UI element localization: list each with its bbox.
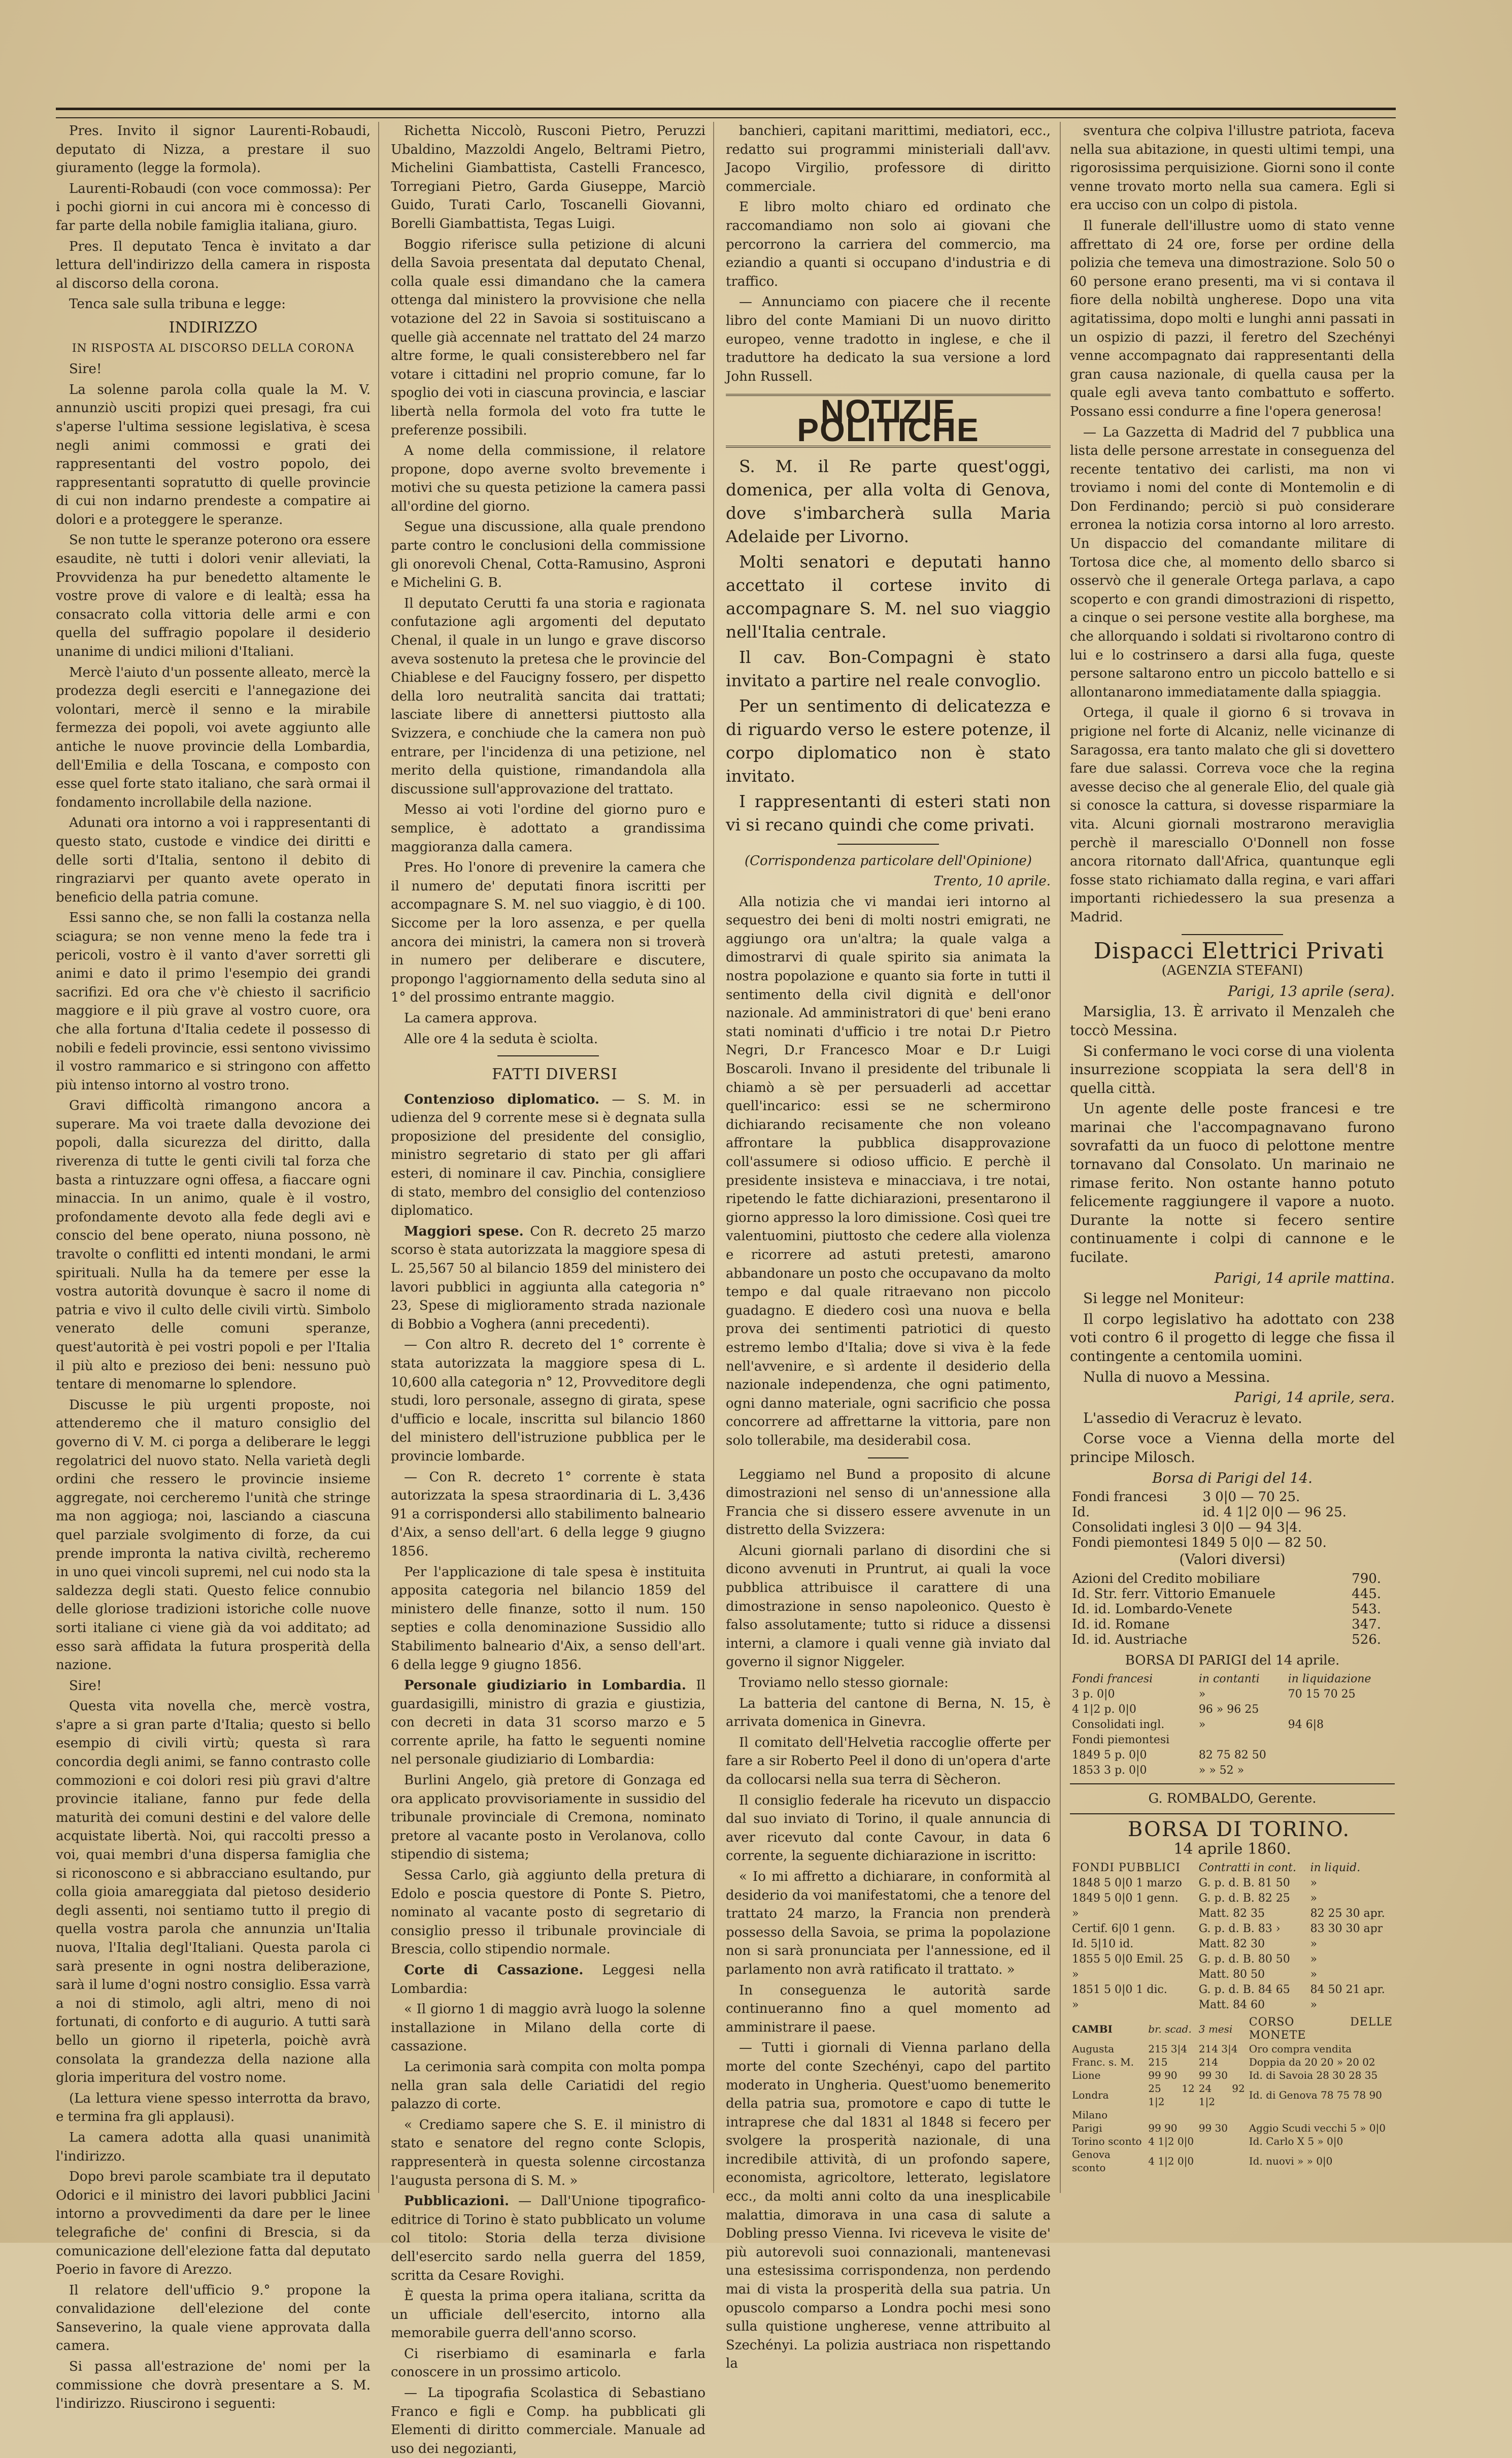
borsa-torino-date: 14 aprile 1860. (1173, 1840, 1291, 1858)
table-row: Id. id. Lombardo-Venete 543. (1072, 1601, 1382, 1617)
paragraph: Un agente delle poste francesi e tre marinai che l'accompagnavano furono sovrafatti da un fuoco di pelottone mentre tornavano dal Consolato. Un marinaio ne rimase ferito. Non ostante hanno potuto felicemente raggiungere il vapore a nuoto. Durante la notte si fecero sentire continuamente i colpi di cannone e le fucilate. (1070, 1100, 1395, 1266)
paragraph: Essi sanno che, se non falli la costanza nella sciagura; se non venne meno la fede tra i pericoli, vostro è il vanto d'aver sorretti gli animi e dato il primo l'esempio dei grandi sacrifizi. Ed ora che v'è chiesto il sacrificio maggiore e il più grave al vostro cuore, ora che alla fortuna d'Italia cedete il possesso di nobili e fedeli provincie, essi sentono vivissimo il vostro rammarico e si stringono con affetto più intenso intorno al vostro trono. (56, 910, 371, 1093)
news-item: Corte di Cassazione. Leggesi nella Lombardia: (391, 1963, 705, 1997)
column-4 (1070, 122, 1395, 2193)
paragraph: Si confermano le voci corse di una violenta insurrezione scoppiata la sera dell'8 in quella città. (1070, 1042, 1395, 1097)
address-title: INDIRIZZO (169, 318, 258, 337)
gerente: G. ROMBALDO, Gerente. (1148, 1791, 1317, 1807)
paragraph: Per un sentimento di delicatezza e di riguardo verso le estere potenze, il corpo diplomatico non è stato invitato. (726, 695, 1051, 786)
news-item: Personale giudiziario in Lombardia. Il guardasigilli, ministro di grazia e giustizia, con decreti in data 31 scorso marzo e 5 corrente aprile, ha fatto le seguenti nomine nel personale giudiziario di Lombardia: (391, 1678, 705, 1768)
paragraph: Il funerale dell'illustre uomo di stato venne affrettato di 24 ore, forse per ordine della polizia che temeva una dimostrazione. Solo 50 o 60 persone erano presenti, ma vi si contava il fiore della nobiltà ungherese. Dopo una vita agitatissima, dopo molti e lunghi anni passati in un ospizio di pazzi, il feretro del Szechényi venne accompagnato dai rappresentanti della gran causa nazionale, di quella causa per la quale egli aveva tanto combattuto e sofferto. Possano essi condurre a fine l'opera generosa! (1070, 218, 1395, 419)
paragraph: Discusse le più urgenti proposte, noi attenderemo che il maturo consiglio del governo di V. M. ci porga a deliberare le leggi regolatrici del nuovo stato. Nella varietà degli ordini che ressero le provincie insieme aggregate, noi cercheremo l'unità che stringe ma non aggioga; noi, lasciando a ciascuna quel parziale svolgimento di forze, da cui prende impronta la nativa civiltà, recheremo in uno quei vincoli supremi, nel cui nodo sta la saldezza degli stati. Questo felice connubio delle gloriose tradizioni istoriche colle nuove sorti italiane ci viene già da voi additato; ad esso sarà affidata la futura prosperità della nazione. (56, 1397, 371, 1673)
paragraph: Pres. Ho l'onore di prevenire la camera che il numero de' deputati finora iscritti per accompagnare S. M. nel suo viaggio, è di 100. Siccome per la loro assenza, e per quella ancora dei ministri, la camera non si troverà in numero per deliberare e discutere, propongo l'aggiornamento della seduta sino al 1° del prossimo entrante maggio. (391, 860, 705, 1006)
paragraph: L'assedio di Veracruz è levato. (1083, 1409, 1302, 1426)
column-1 (56, 122, 371, 2412)
dispatches (1070, 982, 1395, 1647)
column-divider (1060, 122, 1061, 2193)
borsa-torino-table (1070, 1861, 1395, 2013)
paragraph: Pres. Invito il signor Laurenti-Robaudi, deputato di Nizza, a prestare il suo giuramento (legge la formola). (56, 123, 371, 176)
paragraph: — Con altro R. decreto del 1° corrente è stata autorizzata la maggiore spesa di L. 10,600 alla categoria n° 12, Provveditore degli studi, loro personale, assegno di girata, spese d'ufficio e locale, inscritta sul bilancio 1860 del ministero dell'istruzione pubblica per le provincie lombarde. (391, 1337, 705, 1464)
paragraph: — La tipografia Scolastica di Sebastiano Franco e figli e Comp. ha pubblicati gli Elementi di diritto commerciale. Manuale ad uso dei negozianti, (391, 2385, 705, 2456)
table-row: Parigi 99 90 99 30 Aggio Scudi vecchi 5 » 0|0 (1072, 2122, 1386, 2135)
paragraph: « Il giorno 1 di maggio avrà luogo la solenne installazione in Milano della corte di cassazione. (391, 2002, 705, 2054)
paragraph: Mercè l'aiuto d'un possente alleato, mercè la prodezza degli eserciti e l'annegazione dei volontari, mercè il senno e la mirabile fermezza dei popoli, voi avete aggiunto alle antiche le nuove provincie della Lombardia, dell'Emilia e della Toscana, e composto con esse quel forte stato italiano, che sarà ormai il fondamento incrollabile della nazione. (56, 665, 371, 810)
paragraph: I rappresentanti di esteri stati non vi si recano quindi che come privati. (726, 791, 1051, 835)
table-header: FONDI PUBBLICI Contratti in cont. in liquid. (1072, 1862, 1361, 1875)
borsa-torino-title: BORSA DI TORINO. (1127, 1817, 1351, 1841)
table-row: Fondi piemontesi 1849 5 0|0 — 82 50. (1072, 1535, 1327, 1551)
paragraph: La solenne parola colla quale la M. V. annunziò usciti propizi quei presagi, fra cui s'aperse l'ultima sessione legislativa, è scesa negli animi commossi e grati dei rappresentanti del vostro popolo, dei rappresentanti sopratutto di quelle provincie di cui non indarno prendeste a compatire ai dolori e a proteggere le speranze. (56, 382, 371, 527)
separator (1182, 934, 1283, 935)
paragraph: Ci riserbiamo di esaminarla e farla conoscere in un prossimo articolo. (391, 2346, 705, 2380)
news-item: Pubblicazioni. — Dall'Unione tipografico-editrice di Torino è stato pubblicato un volume col titolo: Storia della terza divisione dell'esercito sardo nella guerra del 1859, scritta da Cesare Rovighi. (391, 2194, 706, 2283)
table-row: » Matt. 84 60 » (1072, 1999, 1317, 2012)
table-row: 1849 5 p. 0|0 82 75 82 50 (1072, 1749, 1266, 1762)
paragraph: Richetta Niccolò, Rusconi Pietro, Peruzzi Ubaldino, Mazzoldi Angelo, Beltrami Pietro, Michelini Giambattista, Castelli Francesco, Torregiani Pietro, Garda Giuseppe, Marciò Guido, Turati Carlo, Toscanelli Giovanni, Borelli Giambattista, Tegas Luigi. (391, 123, 705, 231)
paragraph: S. M. il Re parte quest'oggi, domenica, per alla volta di Genova, dove s'imbarcherà sulla Maria Adelaide per Livorno. (726, 456, 1051, 546)
paragraph: Marsiglia, 13. È arrivato il Menzaleh che toccò Messina. (1070, 1003, 1395, 1039)
dispatches-agency: (AGENZIA STEFANI) (1161, 963, 1303, 979)
paragraph: In conseguenza le autorità sarde continueranno fino a quel momento ad amministrare il paese. (726, 1982, 1051, 2035)
table-row: Augusta 215 3|4 214 3|4 Oro compra vendita (1072, 2043, 1352, 2055)
paragraph: — Tutti i giornali di Vienna parlano della morte del conte Szechényi, capo del partito moderato in Ungheria. Quest'uomo benemerito della patria sua, promotore e capo di tutte le intraprese che dal 1831 al 1848 si fecero per svolgere la prosperità nazionale, di una incredibile attività, di un profondo sapere, economista, agricoltore, letterato, legislatore ecc., da molti anni colto da una inesplicabile malattia, dimorava in una casa di salute a Dobling presso Vienna. Ivi riceveva le visite de' più autorevoli suoi connazionali, mantenevasi una estesissima corrispondenza, non perdendo mai di vista la prosperità della sua patria. Un opuscolo comparso a Londra pochi mesi sono sulla quistione ungherese, venne attribuito al Szechényi. La polizia austriaca non rispettando la (726, 2040, 1051, 2372)
borsa-parigi-heading: Borsa di Parigi del 14. (1152, 1469, 1313, 1486)
table-header: Fondi francesi in contanti in liquidazione (1072, 1673, 1371, 1686)
paragraph: Il relatore dell'ufficio 9.° propone la convalidazione dell'elezione del conte Sanseverino, la quale viene approvata dalla camera. (56, 2282, 371, 2354)
item-heading: Corte di Cassazione. (404, 1963, 584, 1978)
table-row: Azioni del Credito mobiliare 790. (1072, 1571, 1382, 1586)
paragraph: A nome della commissione, il relatore propone, dopo averne svolto brevemente i motivi che su questa petizione la camera passi all'ordine del giorno. (391, 443, 705, 514)
paragraph: Gravi difficoltà rimangono ancora a superare. Ma voi traete dalla devozione dei popoli, dalla sicurezza del diritto, dalla riverenza di tutte le genti civili tal forza che basta a rintuzzare ogni offesa, a fiaccare ogni minaccia. In un animo, quale è il vostro, profondamente devoto alla fede degli avi e conscio del bene operato, niuna possono, nè travolte o conflitti ed intenti mondani, le armi spirituali. Nulla ha da temere per esse la vostra autorità dovunque è sacro il nome di patria e vivo il culto delle civili virtù. Simbolo venerato delle comuni speranze, quest'autorità è pei vostri popoli e per l'Italia il più alto e prezioso dei beni: nessuno può tentare di menomarne lo splendore. (56, 1098, 371, 1392)
table-row: Id. id. Austriache 526. (1072, 1632, 1382, 1647)
paragraph: Troviamo nello stesso giornale: (739, 1675, 949, 1691)
paragraph: Si legge nel Moniteur: (1083, 1290, 1245, 1307)
paragraph: Boggio riferisce sulla petizione di alcuni della Savoia presentata dal deputato Chenal, colla quale essi dimandano che la camera ottenga dal ministero la provvisione che nella votazione del 22 in Savoia si sostituiscano a quelle già accennate nel trattato del 24 marzo altre forme, le quali consisterebbero nel far votare i cittadini nel proprio comune, far lo spoglio dei voti in ciascuna provincia, e lasciar libertà nella formola del voto fra tutte le preferenze possibili. (391, 237, 705, 438)
paragraph: Il deputato Cerutti fa una storia e ragionata confutazione agli argomenti del deputato Chenal, il quale in un lungo e grave discorso aveva sostenuto la pretesa che le provincie del Chiablese e del Faucigny fossero, per dispetto della loro neutralità sancita dai trattati; lasciate libere di annettersi piuttosto alla Svizzera, e conchiude che la camera non può entrare, per l'incidenza di una petizione, nel merito della quistione, rimandandola alla discussione sull'approvazione del trattato. (391, 595, 705, 797)
paragraph: — La Gazzetta di Madrid del 7 pubblica una lista delle persone arrestate in conseguenza del recente tentativo dei carlisti, ma non vi troviamo i nomi del conte di Montemolin e di Don Ferdinando; perciò si può considerare erronea la notizia corsa intorno al loro arresto. Un dispaccio del comandante militare di Tortosa dice che, al momento dello sbarco si osservò che il generale Ortega parlava, a capo scoperto e con grandi dimostrazioni di rispetto, a cinque o sei persone vestite alla borghese, ma che allorquando i soldati si rivoltarono contro di lui e lo costrinsero a darsi alla fuga, queste persone saltarono entro un piccolo battello e si allontanarono immediatamente dalla spiaggia. (1070, 424, 1395, 700)
dateline: Parigi, 14 aprile mattina. (1214, 1269, 1395, 1286)
news-item: Contenzioso diplomatico. — S. M. in udienza del 9 corrente mese si è degnata sulla proposizione del presidente del consiglio, ministro segretario di stato per gli affari esteri, di nominare il cav. Pinchia, consigliere di stato, membro del consiglio del contenzioso diplomatico. (391, 1091, 706, 1219)
paragraph: La cerimonia sarà compita con molta pompa nella gran sala delle Cariatidi del regio palazzo di corte. (391, 2059, 705, 2112)
separator (868, 1457, 909, 1458)
values-table (1070, 1571, 1395, 1647)
paragraph: Il consiglio federale ha ricevuto un dispaccio dal suo inviato di Torino, il quale annuncia di aver ricevuto dal conte Cavour, in data 6 corrente, la seguente dichiarazione in iscritto: (726, 1792, 1051, 1864)
table-row: 3 p. 0|0 » 70 15 70 25 (1072, 1688, 1356, 1701)
separator (837, 844, 939, 845)
salutation: Sire! (69, 1678, 102, 1693)
column-3 (726, 122, 1051, 2372)
borsa-parigi-table-title: BORSA DI PARIGI del 14 aprile. (1125, 1652, 1340, 1668)
table-row: Torino sconto 4 1|2 0|0 Id. Carlo X 5 » 0|0 (1072, 2135, 1343, 2148)
paragraph: sventura che colpiva l'illustre patriota, faceva nella sua abitazione, in questi ultimi tempi, una rigorosissima perquisizione. Giorni sono il conte venne trovato morto nella sua camera. Egli si era ucciso con un colpo di pistola. (1070, 123, 1395, 213)
paragraph: Nulla di nuovo a Messina. (1083, 1368, 1270, 1385)
dispatches-title: Dispacci Elettrici Privati (1093, 938, 1385, 964)
table-row: Id. id. Romane 347. (1072, 1616, 1382, 1632)
item-heading: Contenzioso diplomatico. (404, 1091, 600, 1107)
exchange-coins-table (1070, 2016, 1395, 2174)
paragraph: Leggiamo nel Bund a proposito di alcune dimostrazioni nel senso di un'annessione alla Francia che si dissero essere avvenute in un distretto della Svizzera: (726, 1467, 1051, 1538)
paragraph: « Io mi affretto a dichiarare, in conformità al desiderio da voi manifestatomi, che a tenore del trattato 24 marzo, la Francia non prenderà possesso della Savoia, se prima la popolazione non si sarà pronunciata per l'annessione, ed il parlamento non avrà ratificato il trattato. » (726, 1869, 1051, 1977)
table-row: Franc. s. M. 215 214 Doppia da 20 20 » 20 02 (1072, 2056, 1375, 2069)
paragraph: Adunati ora intorno a voi i rappresentanti di questo stato, custode e vindice dei diritti e delle sorti d'Italia, sentono il debito di ringraziarvi per quanto avete operato in beneficio della patria comune. (56, 815, 371, 905)
table-row: 1853 3 p. 0|0 » » 52 » (1072, 1764, 1245, 1777)
table-row: Fondi francesi 3 0|0 — 70 25. (1072, 1489, 1300, 1505)
dateline: Trento, 10 aprile. (933, 874, 1051, 889)
salutation: Sire! (69, 361, 102, 377)
paris-funds-table (1070, 1489, 1395, 1550)
column-divider (713, 122, 714, 2193)
paragraph: Il comitato dell'Helvetia raccoglie offerte per fare a sir Roberto Peel il dono di un'opera d'arte da collocarsi nella sua terra di Sècheron. (726, 1735, 1051, 1787)
paragraph: Pres. Il deputato Tenca è invitato a dar lettura dell'indirizzo della camera in risposta al discorso della corona. (56, 239, 371, 291)
table-row: Lione 99 90 99 30 Id. di Savoia 28 30 28 35 (1072, 2069, 1378, 2082)
paragraph: (La lettura viene spesso interrotta da bravo, e termina fra gli applausi). (56, 2090, 371, 2125)
paragraph: banchieri, capitani marittimi, mediatori, ecc., redatto sui programmi ministeriali dall'avv. Jacopo Virgilio, professore di diritto commerciale. (726, 123, 1051, 194)
paragraph: Questa vita novella che, mercè vostra, s'apre a si gran parte d'Italia; questo si bello esempio di civili virtù; questa sì rara concordia degli animi, se fanno contrasto colle commozioni e coi dolori resi più gravi d'altre provincie italiane, fanno pur fede della maturità dei comuni destini e del valore delle acquistate libertà. Noi, qui raccolti presso a voi, quai membri d'una dispersa famiglia che si riconoscono e si abbracciano esultando, pur colla gioia amareggiata dal pietoso desiderio degli assenti, noi sentiamo tutto il pregio di quella vostra parola che annunzia un'Italia nuova, l'Italia degl'Italiani. Questa parola ci sarà presente in ogni nostra deliberazione, sarà il lume d'ogni nostro consiglio. Essa varrà a noi di stimolo, agli altri, meno di noi fortunati, di conforto e di augurio. A tutti sarà bello un giorno il ripeterla, poichè avrà consolata la grandezza della nazione alla gloria imperitura del vostro nome. (56, 1699, 371, 2086)
column-divider (378, 122, 379, 2193)
headline-notizie-politiche: NOTIZIE POLITICHE (726, 394, 1051, 447)
table-row: Fondi piemontesi (1072, 1734, 1170, 1747)
paragraph: La camera approva. (404, 1010, 537, 1026)
table-row: 1855 5 0|0 Emil. 25 G. p. d. B. 80 50 » (1072, 1953, 1317, 1966)
paragraph: « Crediamo sapere che S. E. il ministro di stato e senatore del regno conte Sclopis, rappresenterà in questa solenne circostanza l'augusta persona di S. M. » (391, 2117, 705, 2188)
address-subtitle: IN RISPOSTA AL DISCORSO DELLA CORONA (72, 342, 355, 355)
table-row: Consolidati inglesi 3 0|0 — 94 3|4. (1072, 1520, 1302, 1536)
item-heading: Personale giudiziario in Lombardia. (404, 1678, 686, 1693)
separator (1070, 1813, 1395, 1814)
paragraph: Alla notizia che vi mandai ieri intorno al sequestro dei beni di molti nostri emigrati, ne aggiungo ora un'altra; la quale valga a dimostrarvi di quale spirito sia animata la nostra popolazione e quanto sia forte in tutti il sentimento della civil dignità e dell'onor nazionale. Ad amministratori di que' beni erano stati nominati d'ufficio i tre notai D.r Pietro Negri, D.r Francesco Moar e D.r Luigi Boscaroli. Invano il presidente del tribunale li chiamò a sè per persuaderli ad accettar quell'incarico: essi se ne schermirono dichiarando recisamente che non voleano affrontare la pubblica disapprovazione coll'assumere si odioso ufficio. E perchè il presidente insisteva e minacciava, i tre notai, ripetendo le fatte dichiarazioni, presentarono il giorno appresso la loro dimissione. Così quei tre valentuomini, piuttosto che cedere alla violenza e ricorrere ad astuti pretesti, amarono abbandonare un posto che occupavano da molto tempo e dal quale ritraevano non piccolo guadagno. E diedero così una nuova e bella prova dei sentimenti patriotici di questo estremo lembo d'Italia; dove si viva è la fede nell'avvenire, e sì ardente il desiderio della nazionale independenza, che ogni patimento, ogni danno materiale, ogni sacrificio che possa concorrere ad affrettarne la vittoria, pare non solo tollerabile, ma desiderabil cosa. (726, 894, 1051, 1448)
political-news (726, 455, 1051, 837)
paragraph: Il corpo legislativo ha adottato con 238 voti contro 6 il progetto di legge che fissa il contingente a centomila uomini. (1070, 1310, 1395, 1365)
table-row: Consolidati ingl. » 94 6|8 (1072, 1718, 1324, 1732)
table-row: Londra 25 12 1|2 24 92 1|2 Id. di Genova 78 75 78 90 (1072, 2082, 1382, 2108)
column-2 (391, 122, 706, 2456)
table-row: Milano (1072, 2109, 1108, 2121)
paragraph: Per l'applicazione di tale spesa è instituita apposita categoria nel bilancio 1859 del ministero delle finanze, sotto il num. 150 septies e colla denominazione Sussidio allo Stabilimento balneario d'Aix, a senso dell'art. 6 della legge 9 giugno 1856. (391, 1564, 705, 1673)
table-row: 4 1|2 p. 0|0 96 » 96 25 (1072, 1703, 1259, 1716)
paragraph: — Annunciamo con piacere che il recente libro del conte Mamiani Di un nuovo diritto europeo, venne tradotto in inglese, e che il traduttore ha dedicato la sua versione a lord John Russell. (726, 294, 1051, 384)
paragraph: Se non tutte le speranze poterono ora essere esaudite, nè tutti i dolori venir alleviati, la Provvidenza ha pur benedetto altamente le vostre prove di valore e di lealtà; essa ha consacrato colla vittoria delle armi e con quella del suffragio popolare il desiderio unanime di undici milioni d'Italiani. (56, 533, 371, 660)
paragraph: È questa la prima opera italiana, scritta da un ufficiale dell'esercito, intorno alla memorabile guerra dell'anno scorso. (391, 2288, 705, 2341)
paragraph: Sessa Carlo, già aggiunto della pretura di Edolo e poscia questore di Ponte S. Pietro, nominato al vacante posto di segretario di consiglio presso il tribunale provinciale di Brescia, collo stipendio normale. (391, 1868, 705, 1957)
item-heading: Pubblicazioni. (404, 2194, 510, 2209)
paragraph: Alle ore 4 la seduta è sciolta. (404, 1031, 598, 1047)
paragraph: Corse voce a Vienna della morte del principe Milosch. (1070, 1430, 1395, 1466)
dateline: Parigi, 14 aprile, sera. (1234, 1389, 1395, 1406)
paragraph: Burlini Angelo, già pretore di Gonzaga ed ora applicato provvisoriamente in sussidio del tribunale provinciale di Cremona, nominato pretore al vacante posto in Verolanova, collo stipendio di sistema; (391, 1773, 705, 1863)
header-rule (56, 108, 1396, 118)
paragraph: Molti senatori e deputati hanno accettato il cortese invito di accompagnare S. M. nel suo viaggio nell'Italia centrale. (726, 551, 1051, 642)
table-row: Certif. 6|0 1 genn. G. p. d. B. 83 › 83 30 30 apr (1072, 1922, 1383, 1936)
paragraph: La camera adotta alla quasi unanimità l'indirizzo. (56, 2130, 371, 2164)
table-row: Id. id. 4 1|2 0|0 — 96 25. (1072, 1505, 1347, 1520)
table-row: » Matt. 80 50 » (1072, 1968, 1317, 1981)
paragraph: Segue una discussione, alla quale prendono parte contro le conclusioni della commissione gli onorevoli Chenal, Cotta-Ramusino, Asproni e Michelini G. B. (391, 519, 705, 591)
valori-heading: (Valori diversi) (1179, 1551, 1286, 1568)
paragraph: Il cav. Bon-Compagni è stato invitato a partire nel reale convoglio. (726, 647, 1051, 690)
paragraph: La batteria del cantone di Berna, N. 15, è arrivata domenica in Ginevra. (726, 1696, 1051, 1730)
paragraph: Alcuni giornali parlano di disordini che si dicono avvenuti in Pruntrut, ai quali la voce pubblica attribuisce il carattere di una dimostrazione in senso napoleonico. Questo è falso assolutamente; tutto si riduce a dissensi interni, a clamore i quali venne già inviato dal governo il signor Niggeler. (726, 1543, 1051, 1670)
section-title-fatti-diversi: FATTI DIVERSI (492, 1066, 618, 1084)
separator (497, 1055, 599, 1056)
table-row: 1849 5 0|0 1 genn. G. p. d. B. 82 25 » (1072, 1892, 1317, 1905)
borsa-parigi-table (1070, 1672, 1395, 1778)
table-header: CAMBI br. scad. 3 mesi CORSO DELLE MONETE (1072, 2016, 1393, 2042)
paragraph: Tenca sale sulla tribuna e legge: (69, 296, 286, 312)
table-row: 1851 5 0|0 1 dic. G. p. d. B. 84 65 84 50 21 apr. (1072, 1983, 1385, 1997)
correspondence-heading: (Corrispondenza particolare dell'Opinione) (744, 853, 1032, 869)
separator (1070, 1783, 1395, 1784)
paragraph: Messo ai voti l'ordine del giorno puro e semplice, è adottato a grandissima maggioranza dalla camera. (391, 802, 705, 855)
paragraph: Si passa all'estrazione de' nomi per la commissione che dovrà presentare a S. M. l'indirizzo. Riuscirono i seguenti: (56, 2359, 371, 2412)
table-row: Genova sconto 4 1|2 0|0 Id. nuovi » » 0|0 (1072, 2148, 1333, 2174)
dateline: Parigi, 13 aprile (sera). (1228, 982, 1395, 1000)
paragraph: Dopo brevi parole scambiate tra il deputato Odorici e il ministro dei lavori pubblici Jacini intorno a provvedimenti da dare per le linee telegrafiche de' confini di Brescia, si da comunicazione dell'elezione fatta dal deputato Poerio in favore di Arezzo. (56, 2169, 371, 2278)
paragraph: Ortega, il quale il giorno 6 si trovava in prigione nel forte di Alcaniz, nelle vicinanze di Saragossa, era tanto malato che gli si dovettero fare due salassi. Correva voce che la regina avesse deciso che al generale Elio, del quale già si conosce la cattura, si dovesse risparmiare la vita. Alcuni giornali mostrarono meraviglia perchè il maresciallo O'Donnell non fosse ancora ritornato dall'Africa, quantunque egli fosse stato richiamato dalla regina, e vari affari importanti richiedessero la sua presenza a Madrid. (1070, 705, 1395, 925)
paragraph: Laurenti-Robaudi (con voce commossa): Per i pochi giorni in cui ancora mi è concesso di far parte della nobile famiglia italiana, giuro. (56, 181, 371, 234)
item-heading: Maggiori spese. (404, 1223, 524, 1239)
table-row: » Matt. 82 35 82 25 30 apr. (1072, 1907, 1385, 1920)
table-row: Id. Str. ferr. Vittorio Emanuele 445. (1072, 1586, 1382, 1602)
table-row: Id. 5|10 id. Matt. 82 30 » (1072, 1938, 1317, 1951)
table-row: 1848 5 0|0 1 marzo G. p. d. B. 81 50 » (1072, 1877, 1317, 1890)
paragraph: E libro molto chiaro ed ordinato che raccomandiamo non solo ai giovani che percorrono la carriera del commercio, ma eziandio a quanti si occupano d'industria e di traffico. (726, 200, 1051, 289)
paragraph: — Con R. decreto 1° corrente è stata autorizzata la spesa straordinaria di L. 3,436 91 a corrispondersi allo stabilimento balneario d'Aix, a senso dell'art. 6 della legge 9 giugno 1856. (391, 1469, 705, 1559)
news-item: Maggiori spese. Con R. decreto 25 marzo scorso è stata autorizzata la maggiore spesa di L. 25,567 50 al bilancio 1859 del ministero dei lavori pubblici in aggiunta alla categoria n° 23, Spese di miglioramento strada nazionale di Bobbio a Voghera (anni precedenti). (391, 1223, 705, 1332)
